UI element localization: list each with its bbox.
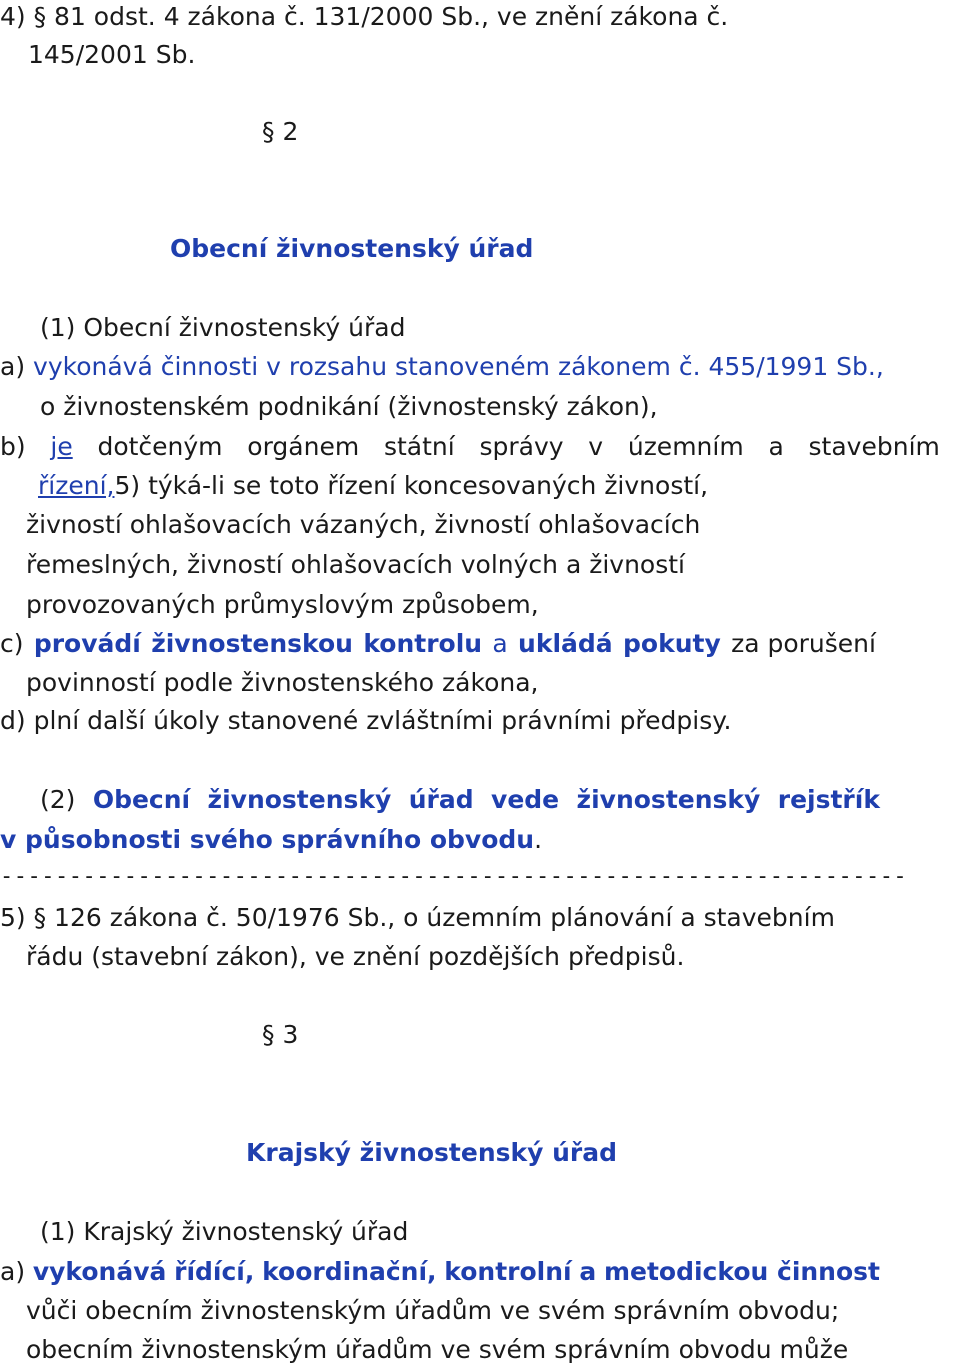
item-c-word: živnostenskou xyxy=(151,629,353,658)
item-b-word: a xyxy=(768,432,784,461)
item-b-line2-text: 5) týká-li se toto řízení koncesovaných živností, xyxy=(114,471,709,500)
item-b-line4: řemeslných, živností ohlašovacích volných a živností xyxy=(26,550,685,579)
item-c xyxy=(0,629,876,659)
para-2 xyxy=(40,785,880,815)
section-3-item-a-word: metodickou činnost xyxy=(603,1257,880,1286)
section-3-item-a-word: vykonává xyxy=(32,1257,167,1286)
item-a-label: a) xyxy=(0,352,26,381)
item-b-word: dotčeným xyxy=(97,432,223,461)
item-c-word: za porušení xyxy=(731,629,876,658)
item-b-line5: provozovaných průmyslovým způsobem, xyxy=(26,590,539,619)
item-a-text: vykonává činnosti v rozsahu stanoveném zákonem č. 455/1991 Sb., xyxy=(33,352,884,381)
item-a xyxy=(0,352,884,382)
para-2-word: živnostenský xyxy=(207,785,392,814)
section-3-item-a xyxy=(0,1257,880,1287)
section-3-item-a-word: koordinační, xyxy=(262,1257,437,1286)
section-3-title: Krajský živnostenský úřad xyxy=(246,1138,618,1167)
footnote-separator: ------------------------------------------------------------------ xyxy=(0,864,908,889)
para-2-continuation: v působnosti svého správního obvodu xyxy=(0,825,535,854)
item-b-link[interactable]: řízení, xyxy=(38,471,115,500)
para-1-intro: (1) Obecní živnostenský úřad xyxy=(40,313,406,342)
para-2-period: . xyxy=(534,825,543,854)
footnote-5-line1: 5) § 126 zákona č. 50/1976 Sb., o územním plánování a stavebním xyxy=(0,903,835,932)
section-3-item-a-word: řídící, xyxy=(174,1257,255,1286)
item-c-word: pokuty xyxy=(623,629,721,658)
section-3-item-a-word: kontrolní xyxy=(444,1257,572,1286)
para-2-word: rejstřík xyxy=(777,785,880,814)
item-c-line2: povinností podle živnostenského zákona, xyxy=(26,668,539,697)
section-3-heading: § 3 xyxy=(262,1020,299,1049)
footnote-4-line2: 145/2001 Sb. xyxy=(28,40,196,69)
section-2-title: Obecní živnostenský úřad xyxy=(170,234,534,263)
item-b-word: orgánem xyxy=(247,432,360,461)
item-c-word: provádí xyxy=(33,629,141,658)
para-2-word: Obecní xyxy=(92,785,191,814)
item-c-word: ukládá xyxy=(518,629,613,658)
item-c-word: a xyxy=(492,629,508,658)
item-c-label: c) xyxy=(0,629,24,658)
item-b-word: státní xyxy=(383,432,455,461)
para-2-word: živnostenský xyxy=(576,785,761,814)
item-c-word: kontrolu xyxy=(363,629,483,658)
para-2-word: vede xyxy=(491,785,560,814)
section-3-item-a-word: a xyxy=(579,1257,597,1286)
item-b-word: správy xyxy=(479,432,564,461)
item-b-word: stavebním xyxy=(808,432,940,461)
item-b-line3: živností ohlašovacích vázaných, živností ohlašovacích xyxy=(26,510,701,539)
para-2-line2 xyxy=(0,825,542,855)
item-d: d) plní další úkoly stanovené zvláštními právními předpisy. xyxy=(0,706,732,735)
item-b-word: v xyxy=(588,432,604,461)
item-b-word: je xyxy=(50,432,73,461)
para-2-label: (2) xyxy=(40,785,76,814)
item-b-label: b) xyxy=(0,432,26,461)
section-3-item-a-label: a) xyxy=(0,1257,26,1286)
item-b-word: územním xyxy=(627,432,744,461)
section-3-item-a-line2: vůči obecním živnostenským úřadům ve svém správním obvodu; xyxy=(26,1296,840,1325)
section-3-item-a-line3: obecním živnostenským úřadům ve svém správním obvodu může xyxy=(26,1335,849,1364)
footnote-5-line2: řádu (stavební zákon), ve znění pozdějších předpisů. xyxy=(26,942,685,971)
para-2-word: úřad xyxy=(408,785,474,814)
item-a-continuation: o živnostenském podnikání (živnostenský zákon), xyxy=(40,392,658,421)
footnote-4-line1: 4) § 81 odst. 4 zákona č. 131/2000 Sb., ve znění zákona č. xyxy=(0,2,729,31)
section-2-heading: § 2 xyxy=(262,117,299,146)
item-b-line2 xyxy=(38,471,708,501)
item-b xyxy=(0,432,940,462)
section-3-para-1-intro: (1) Krajský živnostenský úřad xyxy=(40,1217,409,1246)
